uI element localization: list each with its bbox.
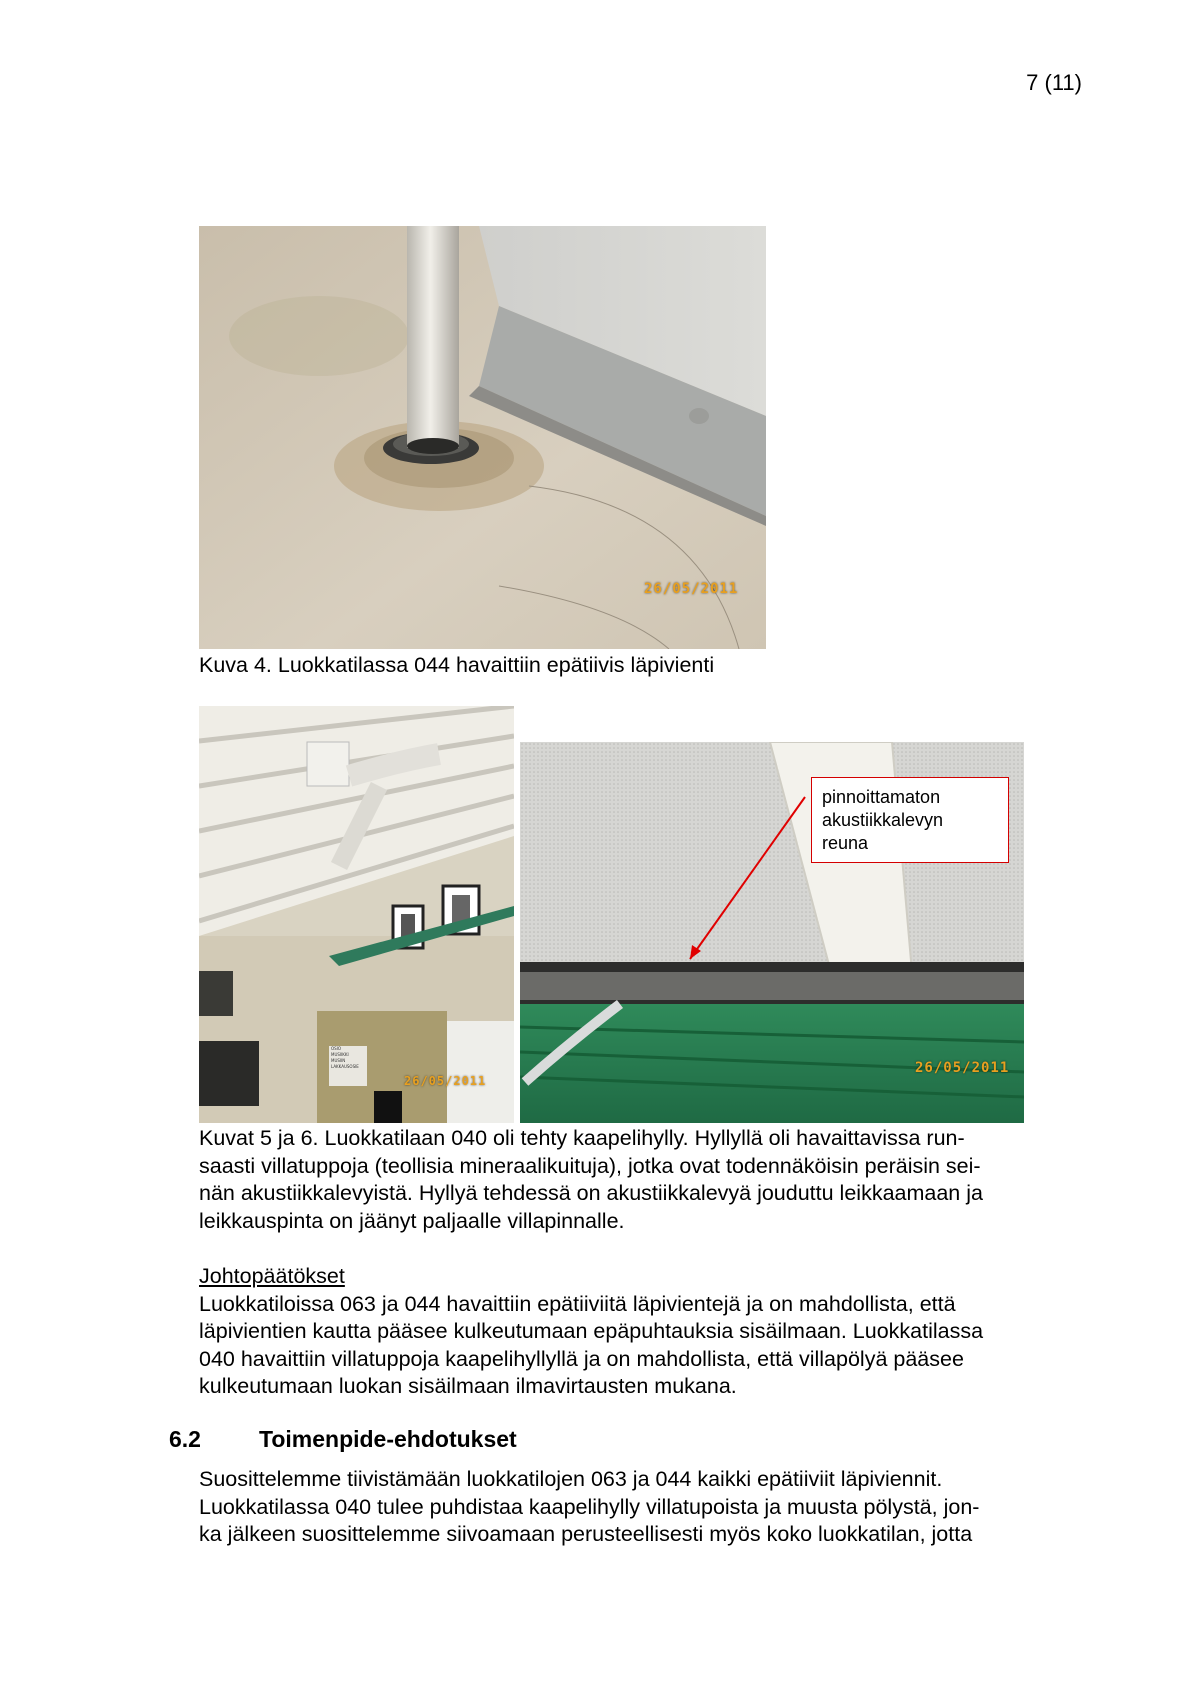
caption-line: saasti villatuppoja (teollisia mineraalikuituja), jotka ovat todennäköisin peräisin sei- (199, 1153, 981, 1178)
conclusions-line: 040 havaittiin villatuppoja kaapelihyllyllä ja on mahdollista, että villapölyä pääsee (199, 1346, 964, 1371)
conclusions-line: kulkeutumaan luokan sisäilmaan ilmavirtausten mukana. (199, 1374, 737, 1398)
callout-line: akustiikkalevyn (822, 810, 944, 830)
callout-line: pinnoittamaton (822, 787, 941, 807)
figure-5-sign-line: LAKKAUSOSIE (331, 1064, 359, 1069)
figure-4-date-stamp: 26/05/2011 (644, 581, 739, 597)
conclusions-line: Luokkatiloissa 063 ja 044 havaittiin epätiiviitä läpivientejä ja on mahdollista, että (199, 1291, 956, 1316)
section-title: Toimenpide-ehdotukset (259, 1426, 517, 1452)
figure-4-caption: Kuva 4. Luokkatilassa 044 havaittiin epätiivis läpivienti (199, 653, 715, 677)
conclusions-line: läpivientien kautta pääsee kulkeutumaan epäpuhtauksia sisäilmaan. Luokkatilassa (199, 1319, 984, 1343)
section-heading (169, 1426, 517, 1453)
callout-line: reuna (822, 833, 869, 853)
conclusions-heading: Johtopäätökset (199, 1264, 345, 1288)
figure-6-date-stamp: 26/05/2011 (915, 1060, 1010, 1076)
figure-5-photo (199, 706, 514, 1123)
caption-line: leikkauspinta on jäänyt paljaalle villapinnalle. (199, 1208, 625, 1233)
figure-4-photo (199, 226, 766, 649)
section-body (199, 1466, 1099, 1549)
figure-6-callout (811, 777, 1009, 863)
caption-line: Kuvat 5 ja 6. Luokkatilaan 040 oli tehty kaapelihylly. Hyllyllä oli havaittavissa run- (199, 1126, 965, 1150)
figure-5-sign-line: OSIO (331, 1046, 342, 1051)
caption-line: nän akustiikkalevyistä. Hyllyä tehdessä on akustiikkalevyä jouduttu leikkaamaan ja (199, 1181, 983, 1205)
page-number: 7 (11) (1026, 70, 1082, 95)
section-line: ka jälkeen suosittelemme siivoamaan perusteellisesti myös koko luokkatilan, jotta (199, 1522, 973, 1546)
figure-5-sign-line: MUSIIN (331, 1058, 346, 1063)
figure-5-sign (331, 1046, 367, 1070)
figure-5-sign-line: MUSIIKKI (331, 1052, 349, 1057)
section-number: 6.2 (169, 1426, 201, 1452)
conclusions (199, 1263, 1099, 1401)
figure-5-6-caption (199, 1125, 1099, 1235)
section-line: Luokkatilassa 040 tulee puhdistaa kaapelihylly villatupoista ja muusta pölystä, jon- (199, 1494, 980, 1519)
figure-5-date-stamp: 26/05/2011 (404, 1074, 487, 1088)
section-line: Suosittelemme tiivistämään luokkatilojen 063 ja 044 kaikki epätiiviit läpiviennit. (199, 1467, 943, 1491)
